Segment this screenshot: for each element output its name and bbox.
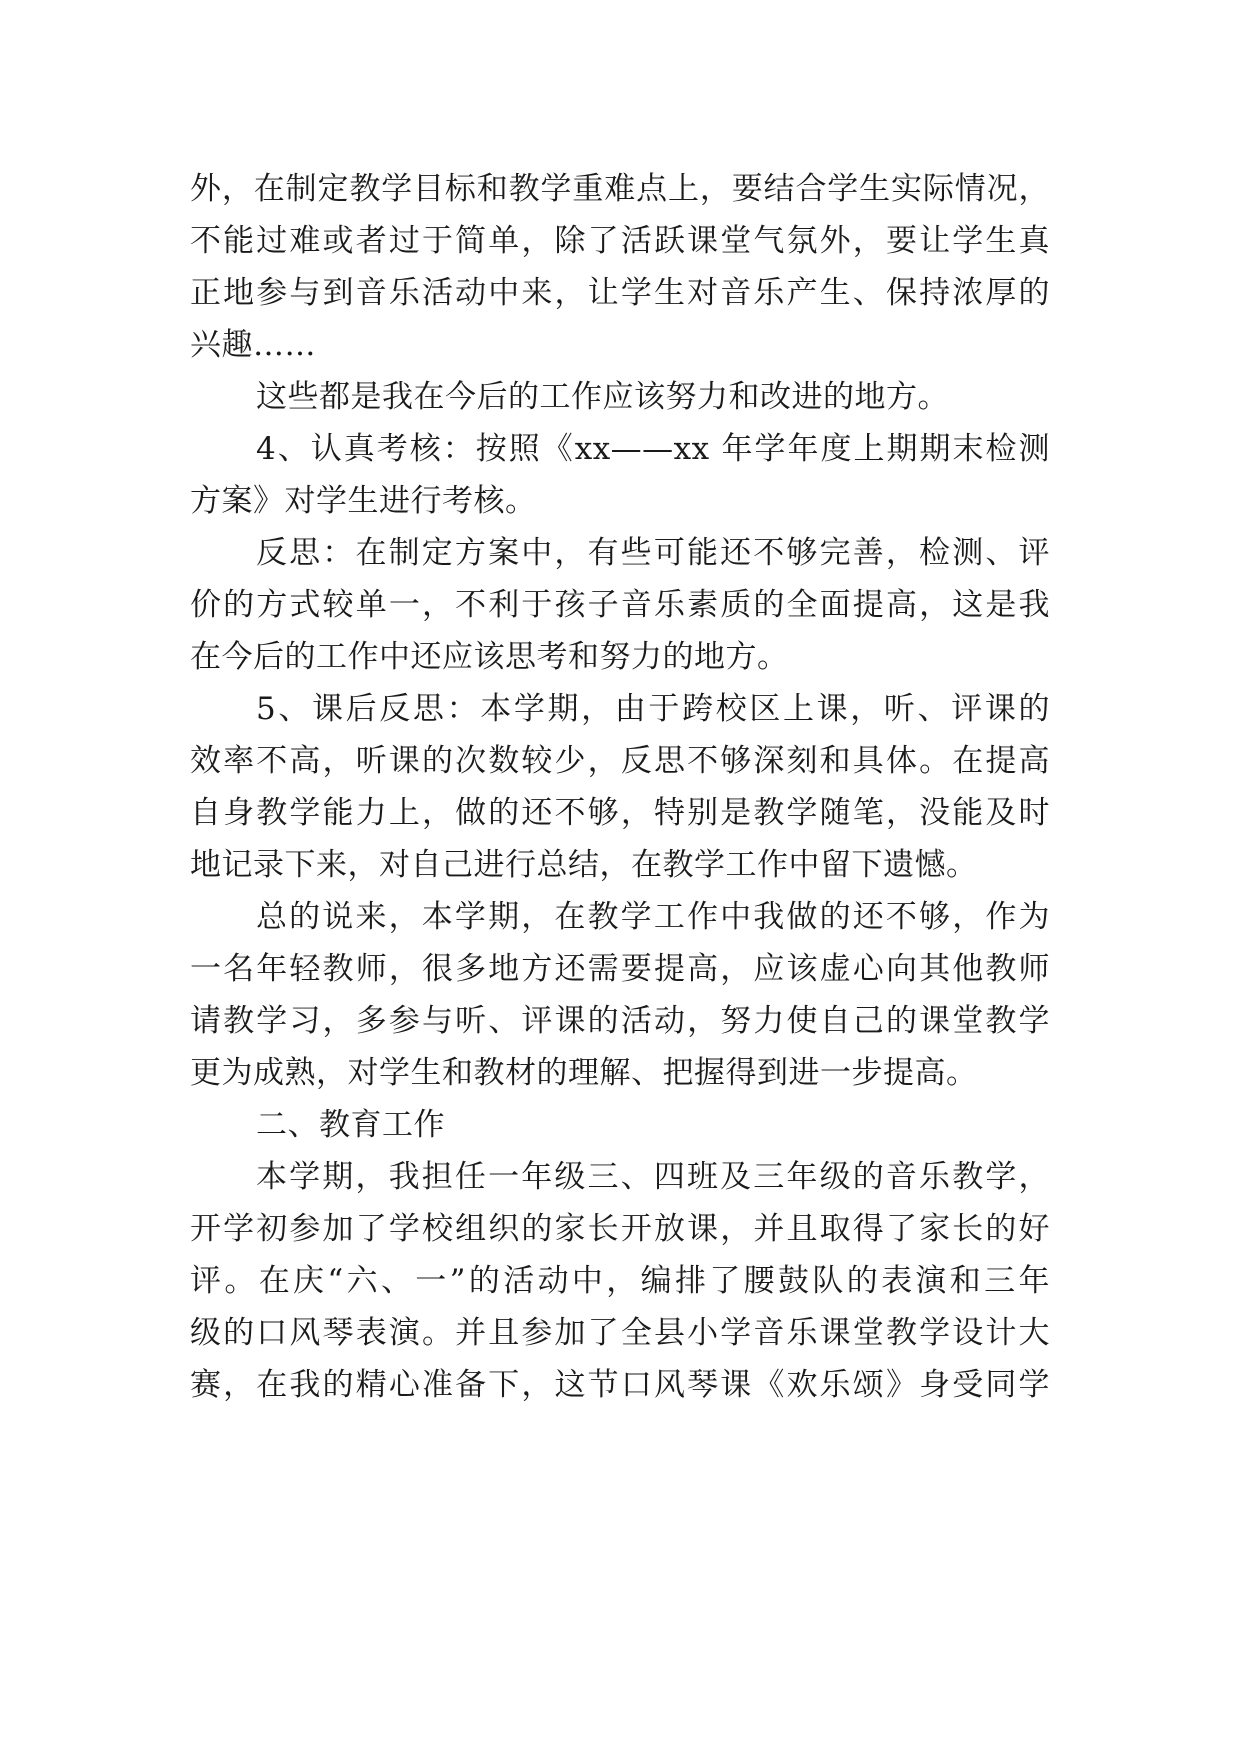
text-line: 一名年轻教师，很多地方还需要提高，应该虚心向其他教师 [190,951,1050,987]
text-line: 开学初参加了学校组织的家长开放课，并且取得了家长的好 [190,1211,1050,1247]
text-line: 反思：在制定方案中，有些可能还不够完善，检测、评 [256,535,1050,571]
text-line: 不能过难或者过于简单，除了活跃课堂气氛外，要让学生真 [190,223,1050,259]
text-line: 4、认真考核：按照《xx——xx 年学年度上期期末检测 [256,431,1050,467]
text-line: 自身教学能力上，做的还不够，特别是教学随笔，没能及时 [190,795,1050,831]
text-line: 地记录下来，对自己进行总结，在教学工作中留下遗憾。 [190,847,978,883]
text-line: 价的方式较单一，不利于孩子音乐素质的全面提高，这是我 [190,587,1050,623]
text-line: 本学期，我担任一年级三、四班及三年级的音乐教学， [256,1159,1050,1195]
text-line: 方案》对学生进行考核。 [190,483,537,519]
text-line: 在今后的工作中还应该思考和努力的地方。 [190,639,789,675]
text-line: 请教学习，多参与听、评课的活动，努力使自己的课堂教学 [190,1003,1050,1039]
text-line: 赛，在我的精心准备下，这节口风琴课《欢乐颂》身受同学 [190,1367,1050,1403]
text-line: 这些都是我在今后的工作应该努力和改进的地方。 [256,379,949,415]
text-line: 总的说来，本学期，在教学工作中我做的还不够，作为 [256,899,1050,935]
text-line: 级的口风琴表演。并且参加了全县小学音乐课堂教学设计大 [190,1315,1050,1351]
text-line: 效率不高，听课的次数较少，反思不够深刻和具体。在提高 [190,743,1050,779]
text-line: 兴趣…… [190,327,316,363]
text-line: 正地参与到音乐活动中来，让学生对音乐产生、保持浓厚的 [190,275,1050,311]
text-line: 5、课后反思：本学期，由于跨校区上课，听、评课的 [256,691,1050,727]
text-line: 评。在庆“六、一”的活动中，编排了腰鼓队的表演和三年 [190,1263,1050,1299]
text-line: 外，在制定教学目标和教学重难点上，要结合学生实际情况， [190,171,1050,207]
section-heading: 二、教育工作 [256,1107,445,1143]
text-line: 更为成熟，对学生和教材的理解、把握得到进一步提高。 [190,1055,978,1091]
